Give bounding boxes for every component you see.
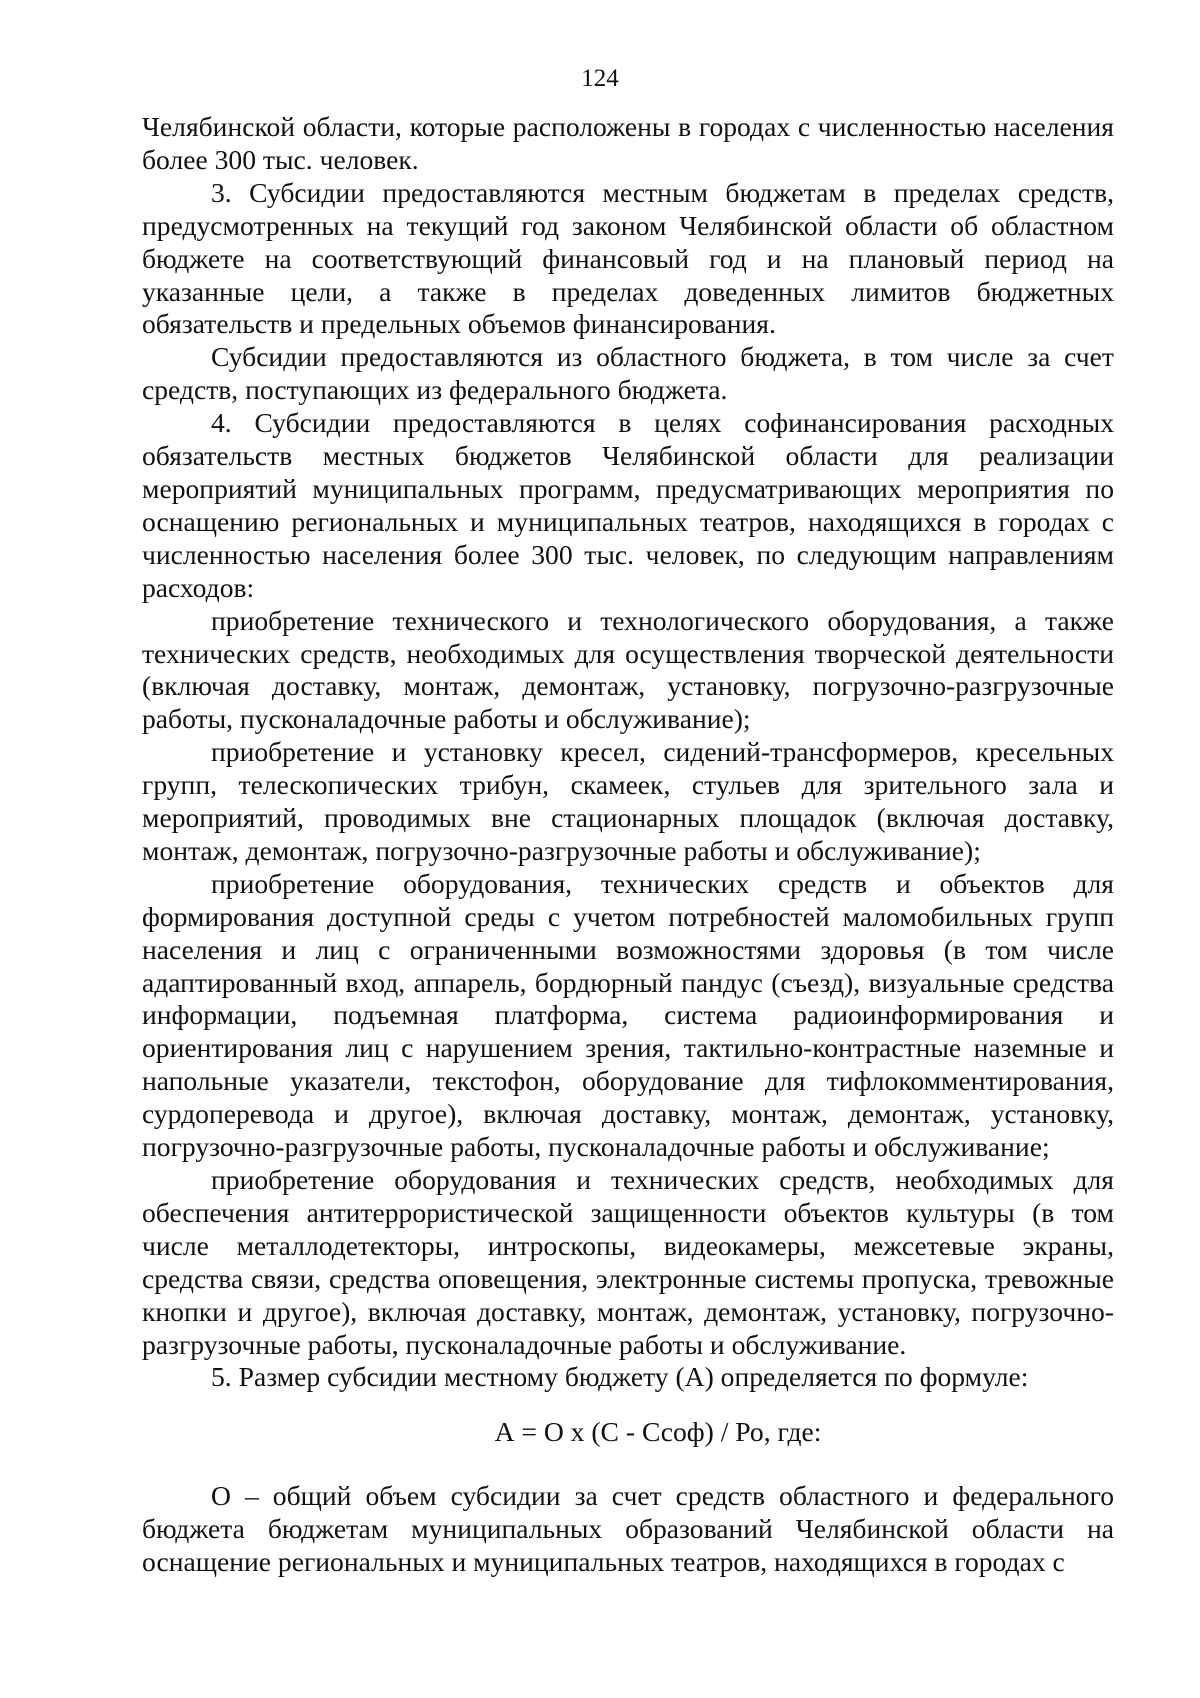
page-number: 124 bbox=[581, 65, 619, 92]
paragraph-item-4: 4. Субсидии предоставляются в целях софинансирования расходных обязательств местных бюджетов Челябинской области для реализации мероприятий муниципальных программ, предусматривающих мероприятия по оснащению региональных и муниципальных театров, находящихся в городах с численностью населения более 300 тыс. человек, по следующим направлениям расходов: bbox=[142, 407, 1114, 603]
paragraph-item-3: 3. Субсидии предоставляются местным бюджетам в пределах средств, предусмотренных на текущий год законом Челябинской области об областном бюджете на соответствующий финансовый год и на плановый период на указанные цели, а также в пределах доведенных лимитов бюджетных обязательств и предельных объемов финансирования. bbox=[142, 176, 1114, 340]
subsidy-formula: А = О x (С - Ссоф) / Ро, где: bbox=[494, 1416, 822, 1448]
document-body bbox=[142, 111, 1114, 1579]
paragraph-funding-source: Субсидии предоставляются из областного бюджета, в том числе за счет средств, поступающих из федерального бюджета. bbox=[142, 341, 1114, 406]
paragraph-item-5: 5. Размер субсидии местному бюджету (А) определяется по формуле: bbox=[211, 1361, 1029, 1393]
expense-direction-security: приобретение оборудования и технических средств, необходимых для обеспечения антитеррористической защищенности объектов культуры (в том числе металлодетекторы, интроскопы, видеокамеры, межсетевые экраны, средства связи, средства оповещения, электронные системы пропуска, тревожные кнопки и другое), включая доставку, монтаж, демонтаж, установку, погрузочно-разгрузочные работы, пусконаладочные работы и обслуживание. bbox=[142, 1164, 1114, 1360]
definition-o: О – общий объем субсидии за счет средств областного и федерального бюджета бюджетам муниципальных образований Челябинской области на оснащение региональных и муниципальных театров, находящихся в городах с bbox=[142, 1480, 1114, 1578]
expense-direction-seating: приобретение и установку кресел, сидений-трансформеров, кресельных групп, телескопических трибун, скамеек, стульев для зрительного зала и мероприятий, проводимых вне стационарных площадок (включая доставку, монтаж, демонтаж, погрузочно-разгрузочные работы и обслуживание); bbox=[142, 736, 1114, 866]
expense-direction-accessibility: приобретение оборудования, технических средств и объектов для формирования доступной среды с учетом потребностей маломобильных групп населения и лиц с ограниченными возможностями здоровья (в том числе адаптированный вход, аппарель, бордюрный пандус (съезд), визуальные средства информации, подъемная платформа, система радиоинформирования и ориентирования лиц с нарушением зрения, тактильно-контрастные наземные и напольные указатели, текстофон, оборудование для тифлокомментирования, сурдоперевода и другое), включая доставку, монтаж, демонтаж, установку, погрузочно-разгрузочные работы, пусконаладочные работы и обслуживание; bbox=[142, 867, 1114, 1163]
paragraph-continuation: Челябинской области, которые расположены в городах с численностью населения более 300 тыс. человек. bbox=[142, 111, 1114, 175]
expense-direction-equipment: приобретение технического и технологического оборудования, а также технических средств, необходимых для осуществления творческой деятельности (включая доставку, монтаж, демонтаж, установку, погрузочно-разгрузочные работы, пусконаладочные работы и обслуживание); bbox=[142, 604, 1114, 735]
